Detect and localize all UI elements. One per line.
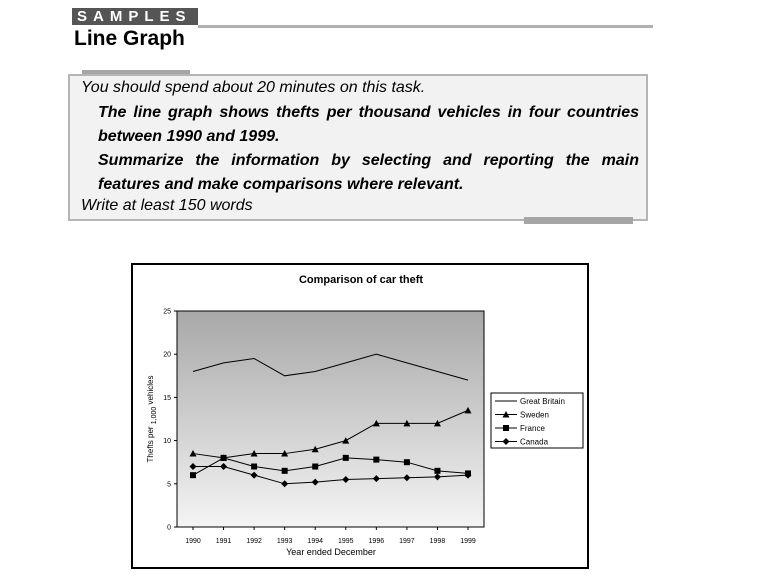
x-tick-label: 1998 [429, 538, 446, 545]
legend-marker-france [503, 425, 509, 431]
y-tick-label: 5 [167, 481, 171, 489]
task-prompt-description: The line graph shows thefts per thousand vehicles in four countries between 1990 and 1999. [98, 104, 639, 145]
line-chart [133, 265, 587, 567]
x-tick-label: 1995 [337, 538, 354, 545]
x-tick-label: 1990 [185, 538, 201, 545]
chart-frame [131, 263, 589, 569]
x-tick-label: 1993 [276, 538, 293, 545]
header-rule [198, 25, 653, 28]
legend-label-france: France [520, 424, 545, 433]
x-tick-label: 1994 [307, 538, 324, 545]
data-point-france [190, 472, 196, 478]
y-tick-label: 0 [167, 524, 171, 532]
x-tick-label: 1992 [246, 538, 262, 545]
task-box-tab-bottom [524, 217, 633, 224]
data-point-france [312, 464, 318, 470]
y-axis-title-part3: vehicles [146, 375, 155, 407]
x-tick-label: 1996 [368, 538, 385, 545]
y-axis-title [146, 376, 158, 463]
legend-label-sweden: Sweden [520, 410, 549, 420]
data-point-france [404, 459, 410, 465]
y-tick-label: 10 [163, 438, 171, 446]
y-tick-label: 15 [163, 394, 171, 402]
section-label: SAMPLES [72, 8, 198, 25]
x-tick-label: 1991 [215, 538, 232, 545]
x-tick-label: 1997 [399, 538, 415, 545]
word-count-instruction: Write at least 150 words [81, 197, 253, 214]
data-point-france [251, 464, 257, 470]
y-tick-label: 20 [163, 351, 171, 359]
legend-label-canada: Canada [520, 437, 549, 447]
page-title: Line Graph [74, 27, 185, 50]
y-tick-label: 25 [163, 308, 171, 316]
plot-area [177, 311, 484, 527]
time-instruction: You should spend about 20 minutes on this task. [81, 79, 426, 96]
task-box [68, 74, 648, 221]
y-axis-title-part1: Thefts per [146, 424, 155, 463]
data-point-france [282, 468, 288, 474]
task-prompt-instruction: Summarize the information by selecting and reporting the main features and make comparisons where relevant. [98, 152, 639, 193]
legend-label-great-britain: Great Britain [520, 397, 565, 406]
data-point-france [434, 468, 440, 474]
data-point-france [221, 455, 227, 461]
x-axis-title: Year ended December [286, 547, 376, 557]
data-point-france [343, 455, 349, 461]
data-point-france [373, 457, 379, 463]
y-axis-title-part2: 1,000 [151, 406, 158, 425]
x-tick-label: 1999 [460, 538, 476, 545]
chart-title: Comparison of car theft [298, 274, 424, 286]
